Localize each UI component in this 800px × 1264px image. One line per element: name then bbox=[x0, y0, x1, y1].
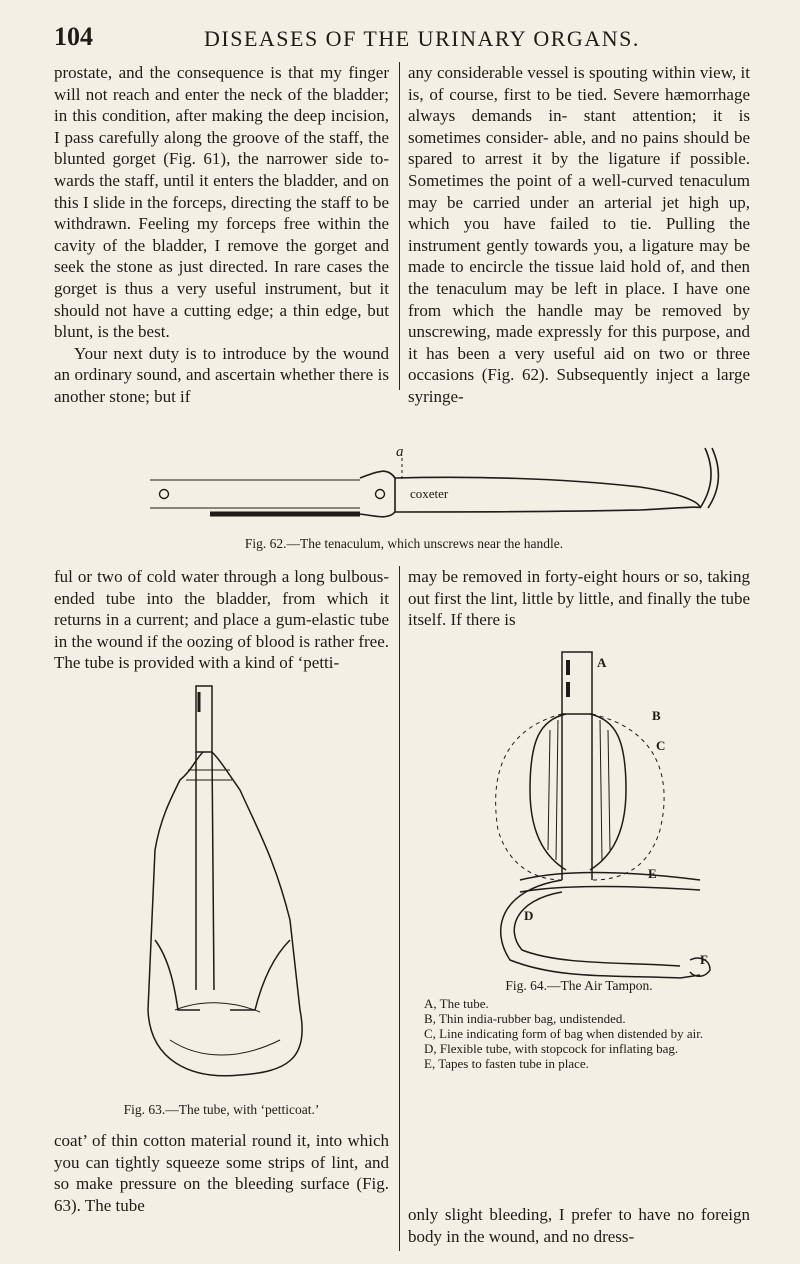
paragraph: coat’ of thin cotton material round it, into which you can tightly squeeze some strips of lint, and so make pressure on the bleeding surface (Fig. 63). The tube bbox=[54, 1131, 389, 1215]
page-number: 104 bbox=[54, 22, 93, 51]
paragraph: prostate, and the consequence is that my finger will not reach and enter the neck of the bladder; in this condition, after making the deep incision, I pass carefully along the groove of the staff, the blunted gorget (Fig. 61), the narrower side to- wards the staff, until it enters the bladder, and on this I slide in the forceps, directing the staff to be withdrawn. Feeling my forceps free within the cavity of the bladder, I remove the gorget and seek the stone as just directed. In rare cases the gorget is thus a very useful instrument, but it should not have a cutting edge; a thin edge, but blunt, is the best. bbox=[54, 63, 389, 342]
fig64-label-f: F bbox=[700, 952, 708, 967]
fig64-label-b: B bbox=[652, 708, 661, 723]
bottom-right-column-bottom bbox=[408, 1204, 750, 1247]
paragraph: Your next duty is to introduce by the wound an ordinary sound, and ascertain whether there is another stone; but if bbox=[54, 343, 389, 406]
legend-item: A, The tube. bbox=[424, 996, 489, 1011]
fig64-label-d: D bbox=[524, 908, 534, 923]
fig62-label-a: a bbox=[396, 444, 404, 460]
legend-item: B, Thin india-rubber bag, undistended. bbox=[424, 1011, 626, 1026]
fig64-label-c: C bbox=[656, 738, 666, 753]
legend-item: E, Tapes to fasten tube in place. bbox=[424, 1056, 589, 1071]
paragraph: only slight bleeding, I prefer to have no foreign body in the wound, and no dress- bbox=[408, 1205, 750, 1246]
running-title: DISEASES OF THE URINARY ORGANS. bbox=[204, 26, 640, 51]
fig62-caption: Fig. 62.—The tenaculum, which unscrews near the handle. bbox=[244, 536, 564, 551]
paragraph: any considerable vessel is spouting within view, it is, of course, first to be tied. Severe hæmorrhage always demands in- stant attention; it is sometimes consider- able, and no pains should be spared to arrest it by the ligature if possible. Sometimes the point of a well-curved tenaculum may be carried under an arterial jet high up, which you have failed to tie. Pulling the instrument gently towards you, a ligature may be made to encircle the tissue laid hold of, and then the tenaculum may be left in place. I have one from which the handle may be removed by unscrewing, made expressly for this purpose, and it has been a very useful aid on two or three occasions (Fig. 62). Subsequently inject a large syringe- bbox=[408, 63, 750, 406]
legend-item: D, Flexible tube, with stopcock for inflating bag. bbox=[424, 1041, 679, 1056]
fig64-label-e: E bbox=[648, 866, 657, 881]
paragraph: ful or two of cold water through a long bulbous-ended tube into the bladder, from which it returns in a current; and place a gum-elastic tube in the wound if the oozing of blood is rather free. The tube is provided with a kind of ‘petti- bbox=[54, 567, 389, 673]
legend-item: C, Line indicating form of bag when distended by air. bbox=[424, 1026, 704, 1041]
paragraph: may be removed in forty-eight hours or so, taking out first the lint, little by little, and finally the tube itself. If there is bbox=[408, 567, 750, 630]
fig64-legend bbox=[424, 996, 750, 1071]
fig64-caption: Fig. 64.—The Air Tampon. bbox=[505, 978, 653, 993]
fig63-caption: Fig. 63.—The tube, with ‘petticoat.’ bbox=[123, 1102, 320, 1117]
fig62-maker-mark: coxeter bbox=[410, 486, 449, 501]
fig64-label-a: A bbox=[597, 655, 607, 670]
